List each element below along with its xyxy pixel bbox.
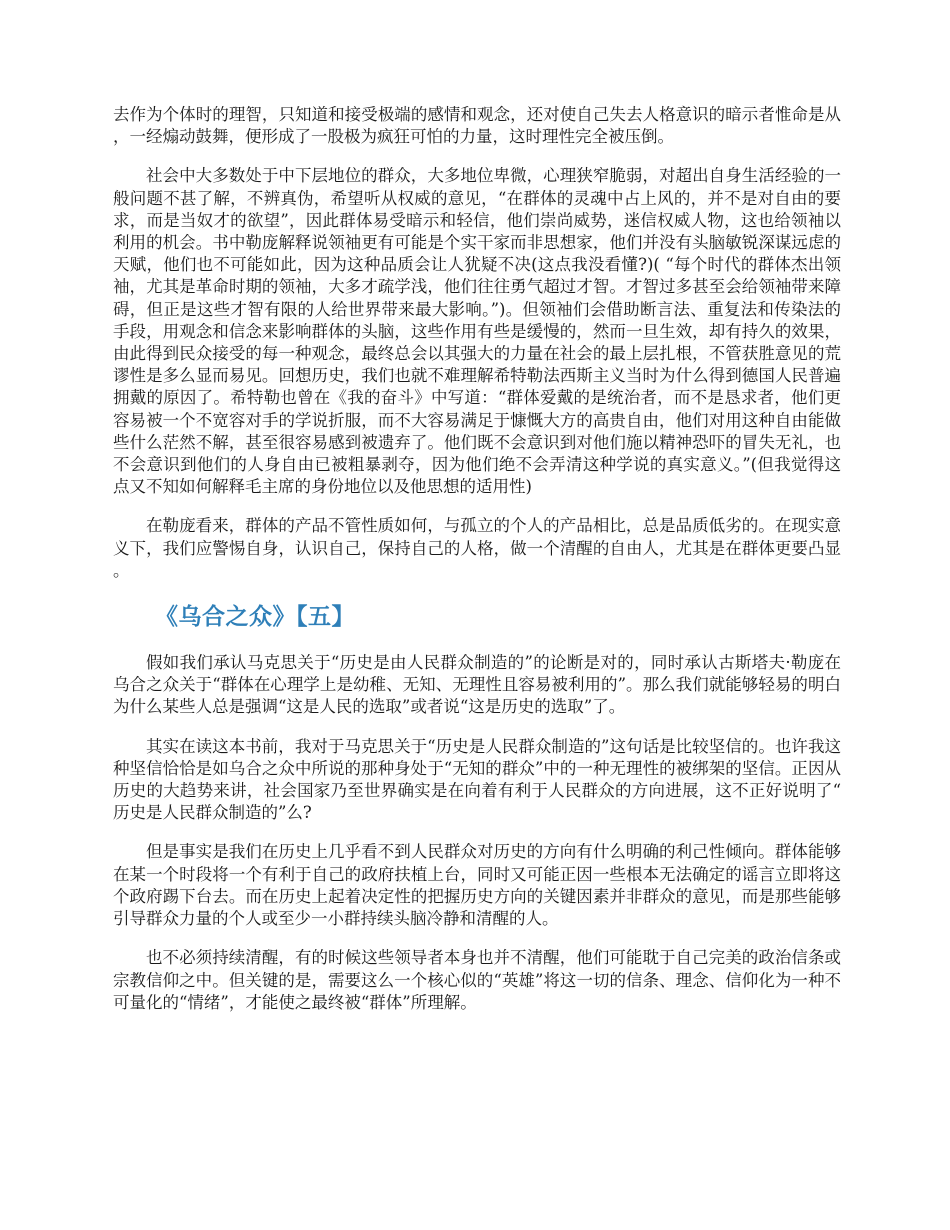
- paragraph-history-direction: 但是事实是我们在历史上几乎看不到人民群众对历史的方向有什么明确的利己性倾向。群体能够在某一个时段将一个有利于自己的政府扶植上台，同时又可能正因一些根本无法确定的谣言立即将这个政府踢下台去。而在历史上起着决定性的把握历史方向的关键因素并非群众的意见，而是那些能够引导群众力量的个人或至少一小群持续头脑冷静和清醒的人。: [113, 842, 841, 929]
- paragraph-leaders: 社会中大多数处于中下层地位的群众，大多地位卑微，心理狭窄脆弱，对超出自身生活经验的一般问题不甚了解，不辨真伪，希望听从权威的意见，“在群体的灵魂中占上风的，并不是对自由的要求，而是当奴才的欲望”，因此群体易受暗示和轻信，他们崇尚威势，迷信权威人物，这也给领袖以利用的机会。书中勒庞解释说领袖更有可能是个实干家而非思想家，他们并没有头脑敏锐深谋远虑的天赋，他们也不可能如此，因为这种品质会让人犹疑不决(这点我没看懂?)( “每个时代的群体杰出领袖，尤其是革命时期的领袖，大多才疏学浅，他们往往勇气超过才智。才智过多甚至会给领袖带来障碍，但正是这些才智有限的人给世界带来最大影响。”)。但领袖们会借助断言法、重复法和传染法的手段，用观念和信念来影响群体的头脑，这些作用有些是缓慢的，然而一旦生效，却有持久的效果，由此得到民众接受的每一种观念，最终总会以其强大的力量在社会的最上层扎根，不管获胜意见的荒谬性是多么显而易见。回想历史，我们也就不难理解希特勒法西斯主义当时为什么得到德国人民普遍拥戴的原因了。希特勒也曾在《我的奋斗》中写道：“群体爱戴的是统治者，而不是恳求者，他们更容易被一个不宽容对手的学说折服，而不大容易满足于慷慨大方的高贵自由，他们对用这种自由能做些什么茫然不解，甚至很容易感到被遗弃了。他们既不会意识到对他们施以精神恐吓的冒失无礼，也不会意识到他们的人身自由已被粗暴剥夺，因为他们绝不会弄清这种学说的真实意义。”(但我觉得这点又不知如何解释毛主席的身份地位以及他思想的适用性): [113, 166, 841, 497]
- paragraph-marx-claim: 假如我们承认马克思关于“历史是由人民群众制造的”的论断是对的，同时承认古斯塔夫·勒庞在乌合之众关于“群体在心理学上是幼稚、无知、无理性且容易被利用的”。那么我们就能够轻易的明白为什么某些人总是强调“这是人民的选取”或者说“这是历史的选取”了。: [113, 653, 841, 717]
- paragraph-continued: 去作为个体时的理智，只知道和接受极端的感情和观念，还对使自己失去人格意识的暗示者惟命是从，一经煽动鼓舞，便形成了一股极为疯狂可怕的力量，这时理性完全被压倒。: [113, 105, 841, 147]
- document-page: [113, 104, 841, 1014]
- section-heading: 《乌合之众》【五】: [155, 604, 355, 631]
- paragraph-belief: 其实在读这本书前，我对于马克思关于“历史是人民群众制造的”这句话是比较坚信的。也许我这种坚信恰恰是如乌合之众中所说的那种身处于“无知的群众”中的一种无理性的被绑架的坚信。正因从历史的大趋势来讲，社会国家乃至世界确实是在向着有利于人民群众的方向进展，这不正好说明了“历史是人民群众制造的”么?: [113, 736, 841, 823]
- paragraph-hero: 也不必须持续清醒，有的时候这些领导者本身也并不清醒，他们可能耽于自己完美的政治信条或宗教信仰之中。但关键的是，需要这么一个核心似的“英雄”将这一切的信条、理念、信仰化为一种不可量化的“情绪”，才能使之最终被“群体”所理解。: [113, 948, 841, 1012]
- paragraph-conclusion: 在勒庞看来，群体的产品不管性质如何，与孤立的个人的产品相比，总是品质低劣的。在现实意义下，我们应警惕自身，认识自己，保持自己的人格，做一个清醒的自由人，尤其是在群体更要凸显。: [113, 516, 841, 580]
